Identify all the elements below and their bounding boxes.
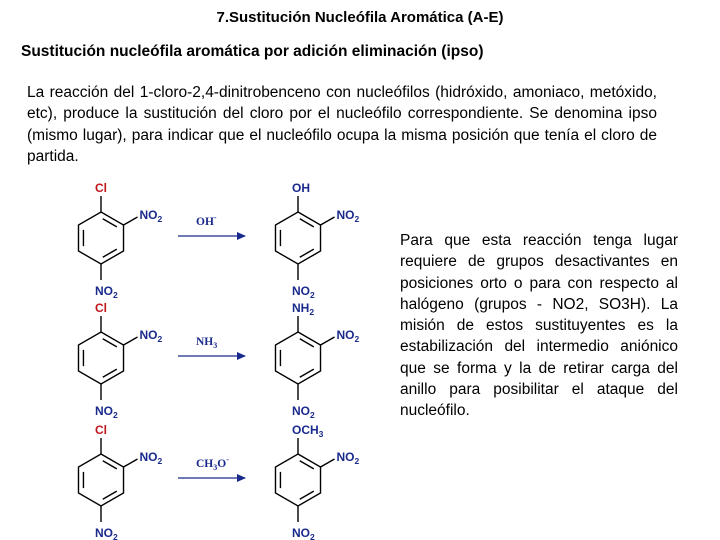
reagent-label: $CH_3O^-$: [196, 455, 229, 472]
reagent-label: OH-: [196, 213, 217, 228]
para-nitro-group: $NO_2$: [292, 284, 315, 300]
ortho-nitro-group: $NO_2$: [336, 450, 360, 466]
benzene-ring: [78, 454, 123, 506]
slide-title: 7.Sustitución Nucleófila Aromática (A-E): [216, 9, 504, 26]
para-nitro-group: $NO_2$: [95, 404, 118, 420]
benzene-ring: [275, 212, 320, 264]
product-molecule: [275, 301, 359, 420]
top-substituent: $NH_2$: [292, 301, 315, 317]
reaction-row: [78, 423, 359, 540]
intro-paragraph: La reacción del 1-cloro-2,4-dinitrobenceno con nucleófilos (hidróxido, amoniaco, metóxido, etc), produce la sustitución del cloro por el nucleófilo correspondiente. Se denomina ipso (mismo lugar), para indicar que el nucleófilo ocupa la misma posición que tenía el cloro de partida.: [27, 84, 657, 165]
para-nitro-group: $NO_2$: [95, 526, 118, 540]
benzene-ring: [78, 332, 123, 384]
benzene-ring: [275, 454, 320, 506]
product-molecule: [275, 423, 359, 540]
benzene-ring: [275, 332, 320, 384]
top-substituent: OH: [292, 181, 310, 195]
product-molecule: [275, 181, 359, 300]
reagent-label: $NH_3$: [196, 336, 218, 350]
reaction-row: [78, 301, 359, 420]
ortho-nitro-group: $NO_2$: [139, 328, 163, 344]
para-nitro-group: $NO_2$: [292, 526, 315, 540]
side-note-paragraph: Para que esta reacción tenga lugar requiere de grupos desactivantes en posiciones orto o para con respecto al halógeno (grupos - NO2, SO3H). La misión de estos sustituyentes es la estabilización del intermedio aniónico que se forma y la de retirar carga del anillo para posibilitar el ataque del nucleófilo.: [400, 232, 678, 420]
ortho-nitro-group: $NO_2$: [336, 208, 360, 224]
slide-subtitle: Sustitución nucleófila aromática por adición eliminación (ipso): [21, 43, 484, 60]
reactant-molecule: [78, 181, 162, 300]
ortho-nitro-group: $NO_2$: [139, 450, 163, 466]
benzene-ring: [78, 212, 123, 264]
top-substituent: Cl: [95, 181, 107, 195]
para-nitro-group: $NO_2$: [95, 284, 118, 300]
reaction-row: [78, 181, 359, 300]
para-nitro-group: $NO_2$: [292, 404, 315, 420]
ortho-nitro-group: $NO_2$: [336, 328, 360, 344]
top-substituent: Cl: [95, 423, 107, 437]
reactant-molecule: [78, 301, 162, 420]
ortho-nitro-group: $NO_2$: [139, 208, 163, 224]
reactant-molecule: [78, 423, 162, 540]
top-substituent: Cl: [95, 301, 107, 315]
top-substituent: $OCH_3$: [292, 423, 324, 439]
